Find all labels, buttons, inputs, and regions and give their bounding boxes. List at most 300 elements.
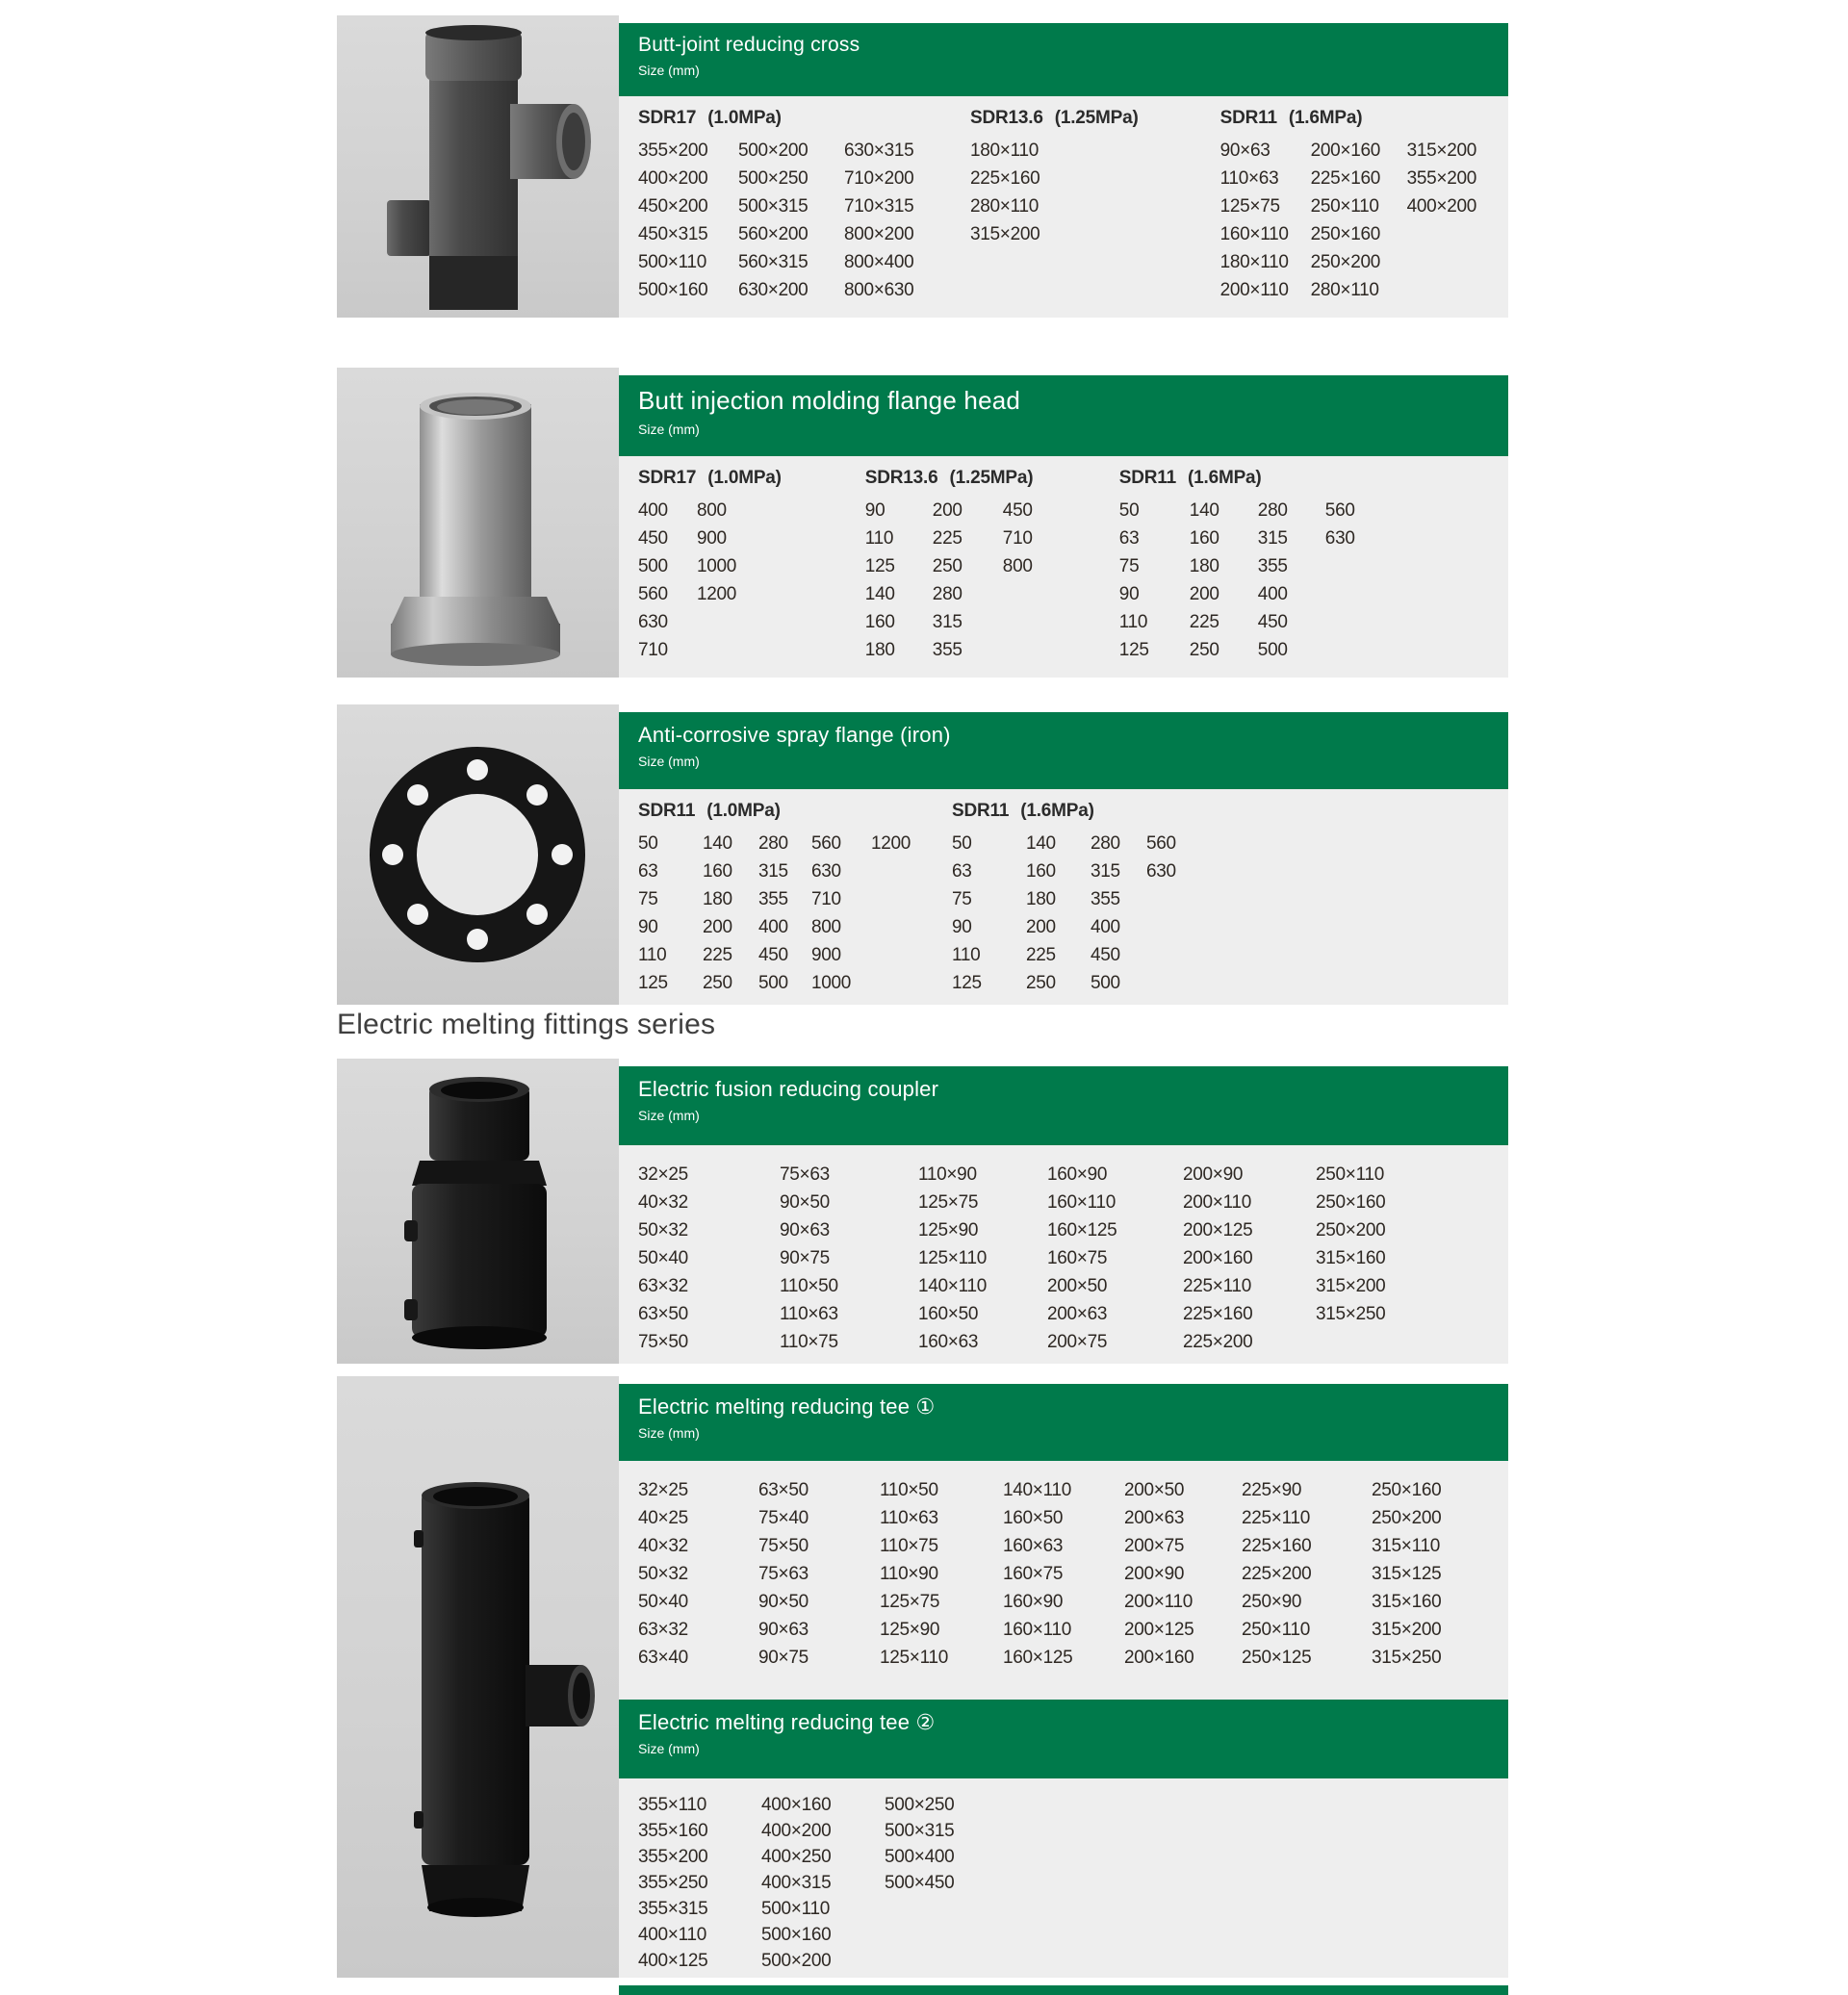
size-value: 140×110 [918, 1276, 987, 1296]
size-value: 63×50 [758, 1480, 808, 1500]
size-group-sdr11 [1119, 464, 1393, 664]
size-column [1258, 497, 1325, 664]
size-column [1119, 497, 1190, 664]
size-value: 280 [1257, 500, 1288, 521]
size-value: 225×200 [1242, 1564, 1312, 1584]
size-column [738, 137, 844, 304]
size-value: 200×160 [1310, 141, 1381, 161]
flange-head-photo [337, 368, 619, 678]
size-value: 200×63 [1124, 1508, 1185, 1528]
size-value: 250×90 [1242, 1592, 1302, 1612]
size-value: 50×40 [638, 1248, 688, 1268]
size-value: 250 [1189, 640, 1219, 660]
size-group [638, 1157, 1431, 1356]
size-value: 140 [703, 833, 732, 854]
size-value: 355 [758, 889, 788, 909]
size-value: 50×32 [638, 1220, 688, 1240]
size-value: 40×32 [638, 1536, 688, 1556]
size-value: 50×40 [638, 1592, 688, 1612]
size-value: 560 [638, 584, 668, 604]
size-value: 160 [1026, 861, 1056, 882]
size-column [865, 497, 933, 664]
size-value: 110 [864, 528, 894, 549]
size-value: 630 [811, 861, 841, 882]
size-value: 180 [703, 889, 732, 909]
size-value: 160×90 [1003, 1592, 1064, 1612]
size-value: 355×315 [638, 1899, 708, 1919]
size-value: 110×90 [880, 1564, 938, 1584]
size-value: 500 [1091, 973, 1120, 993]
size-value: 355×110 [638, 1795, 706, 1815]
size-column [1190, 497, 1258, 664]
size-column [1220, 137, 1311, 304]
size-value: 400 [1257, 584, 1288, 604]
size-column [1311, 137, 1407, 304]
size-column [1047, 1161, 1183, 1356]
size-value: 400 [638, 500, 668, 521]
size-column [1003, 1476, 1124, 1672]
size-value: 450×200 [638, 196, 708, 217]
size-value: 125 [864, 556, 895, 576]
size-value: 500×315 [738, 196, 808, 217]
size-value: 900 [811, 945, 841, 965]
size-value: 200 [1026, 917, 1056, 937]
size-column [638, 497, 697, 664]
sdr-label: SDR13.6 (1.25MPa) [864, 468, 1034, 488]
size-value: 160 [1189, 528, 1219, 549]
size-value: 630 [1324, 528, 1355, 549]
size-value: 500×250 [885, 1795, 955, 1815]
size-value: 280 [758, 833, 788, 854]
sdr-label: SDR17 (1.0MPa) [638, 468, 782, 488]
cross-fitting-photo [337, 15, 619, 318]
cross-fitting-illustration [337, 15, 619, 318]
size-label: Size (mm) [638, 1108, 700, 1123]
size-value: 160×110 [1219, 224, 1289, 244]
size-label: Size (mm) [638, 422, 700, 437]
size-value: 200×50 [1124, 1480, 1185, 1500]
size-value: 710×315 [844, 196, 914, 217]
size-column [758, 1476, 880, 1672]
size-column [1003, 497, 1080, 664]
size-value: 450 [1091, 945, 1120, 965]
section-header [619, 712, 1508, 789]
size-column [918, 1161, 1047, 1356]
size-value: 90×63 [780, 1220, 830, 1240]
size-value: 160×125 [1003, 1648, 1073, 1668]
size-value: 800×200 [844, 224, 914, 244]
size-table-cross [619, 96, 1508, 318]
size-value: 315×200 [1316, 1276, 1386, 1296]
size-value: 200 [703, 917, 732, 937]
size-value: 200 [932, 500, 962, 521]
size-value: 400 [1091, 917, 1120, 937]
size-value: 180×110 [1219, 252, 1289, 272]
size-value: 250×160 [1310, 224, 1381, 244]
size-group [638, 1788, 1008, 1974]
size-group-sdr17 [638, 464, 782, 664]
size-value: 160×110 [1047, 1192, 1116, 1213]
size-value: 90 [638, 917, 658, 937]
iron-flange-photo [337, 704, 619, 1005]
size-value: 160×63 [918, 1332, 979, 1352]
size-value: 630×315 [844, 141, 914, 161]
size-column [970, 137, 1124, 248]
size-group-sdr11-16 [952, 797, 1204, 997]
size-column [1316, 1161, 1431, 1356]
size-value: 110 [952, 945, 981, 965]
size-value: 315×200 [970, 224, 1040, 244]
size-value: 200×75 [1047, 1332, 1108, 1352]
size-value: 900 [697, 528, 727, 549]
size-value: 500×450 [885, 1873, 955, 1893]
size-value: 355×200 [638, 1847, 708, 1867]
size-value: 400 [758, 917, 788, 937]
size-value: 32×25 [638, 1480, 688, 1500]
size-value: 315×110 [1372, 1536, 1440, 1556]
size-column [885, 1792, 1008, 1974]
size-value: 225×110 [1242, 1508, 1310, 1528]
size-value: 355×200 [638, 141, 708, 161]
size-value: 200×90 [1124, 1564, 1185, 1584]
size-value: 75×40 [758, 1508, 808, 1528]
size-value: 180×110 [970, 141, 1039, 161]
size-value: 500 [638, 556, 668, 576]
size-value: 160×125 [1047, 1220, 1117, 1240]
size-value: 315×250 [1372, 1648, 1442, 1668]
size-value: 160×50 [918, 1304, 979, 1324]
size-label: Size (mm) [638, 1741, 700, 1756]
reducing-coupler-photo [337, 1059, 619, 1364]
size-column [1242, 1476, 1372, 1672]
size-value: 63 [638, 861, 658, 882]
size-value: 355 [1091, 889, 1120, 909]
size-value: 140 [864, 584, 895, 604]
section-header [619, 23, 1508, 96]
size-column [1325, 497, 1393, 664]
size-column [697, 497, 778, 664]
size-value: 200×110 [1183, 1192, 1251, 1213]
size-value: 800 [1002, 556, 1033, 576]
size-group-sdr13-6 [865, 464, 1080, 664]
size-label: Size (mm) [638, 1425, 700, 1441]
size-value: 160×63 [1003, 1536, 1064, 1556]
size-value: 125 [1118, 640, 1149, 660]
size-group-sdr17 [638, 104, 950, 304]
size-value: 450 [1257, 612, 1288, 632]
size-column [933, 497, 1003, 664]
size-value: 225×200 [1183, 1332, 1253, 1352]
size-value: 225×160 [1310, 168, 1381, 189]
size-value: 315 [758, 861, 788, 882]
size-value: 500×400 [885, 1847, 955, 1867]
size-value: 225 [1189, 612, 1219, 632]
size-column [1146, 830, 1204, 997]
size-column [1183, 1161, 1316, 1356]
size-value: 630 [1146, 861, 1176, 882]
size-value: 800 [811, 917, 841, 937]
size-value: 355 [1257, 556, 1288, 576]
size-table-spray-flange [619, 789, 1508, 1005]
size-column [1407, 137, 1503, 304]
section-title: Anti-corrosive spray flange (iron) [638, 723, 951, 747]
size-value: 500 [758, 973, 788, 993]
size-value: 710×200 [844, 168, 914, 189]
size-value: 225 [932, 528, 962, 549]
size-column [638, 1161, 780, 1356]
size-column [952, 830, 1026, 997]
size-value: 125×110 [918, 1248, 987, 1268]
size-value: 90×75 [758, 1648, 808, 1668]
size-value: 500×110 [638, 252, 706, 272]
size-value: 250×110 [1310, 196, 1379, 217]
size-group-sdr11-10 [638, 797, 938, 997]
size-value: 450 [758, 945, 788, 965]
size-column [871, 830, 938, 997]
section-spray-flange [337, 704, 1508, 1005]
size-value: 125×90 [918, 1220, 979, 1240]
size-value: 630 [638, 612, 668, 632]
size-value: 355×160 [638, 1821, 708, 1841]
size-value: 160×50 [1003, 1508, 1064, 1528]
section-reducing-coupler [337, 1059, 1508, 1364]
size-value: 90 [864, 500, 886, 521]
size-value: 160×90 [1047, 1164, 1108, 1185]
size-value: 800 [697, 500, 727, 521]
size-value: 225×110 [1183, 1276, 1251, 1296]
size-value: 500×160 [638, 280, 708, 300]
size-value: 180 [1026, 889, 1056, 909]
size-value: 160×75 [1047, 1248, 1108, 1268]
size-value: 225×160 [970, 168, 1040, 189]
size-value: 90×50 [758, 1592, 808, 1612]
size-value: 400×125 [638, 1951, 708, 1971]
size-value: 125 [638, 973, 668, 993]
size-value: 710 [1002, 528, 1033, 549]
size-value: 63 [1118, 528, 1140, 549]
size-value: 400×200 [638, 168, 708, 189]
size-value: 140 [1189, 500, 1219, 521]
size-value: 200×160 [1183, 1248, 1253, 1268]
size-value: 315×125 [1372, 1564, 1442, 1584]
size-value: 450 [1002, 500, 1033, 521]
size-value: 560×315 [738, 252, 808, 272]
size-value: 1000 [697, 556, 737, 576]
size-value: 110×50 [780, 1276, 838, 1296]
size-value: 250 [703, 973, 732, 993]
size-column [1372, 1476, 1495, 1672]
size-value: 90×75 [780, 1248, 830, 1268]
size-value: 250×110 [1316, 1164, 1384, 1185]
size-value: 125×75 [1219, 196, 1280, 217]
size-value: 125 [952, 973, 982, 993]
size-column [844, 137, 950, 304]
size-value: 315 [1091, 861, 1120, 882]
reducing-tee-photo [337, 1376, 619, 1978]
size-value: 800×630 [844, 280, 914, 300]
size-value: 250×200 [1316, 1220, 1386, 1240]
size-value: 110×75 [780, 1332, 838, 1352]
size-column [703, 830, 758, 997]
sdr-label: SDR11 (1.0MPa) [638, 801, 781, 821]
size-value: 400×200 [761, 1821, 832, 1841]
section-header [619, 375, 1508, 456]
size-value: 560 [1324, 500, 1355, 521]
size-value: 180 [864, 640, 895, 660]
section-reducing-tee [337, 1376, 1508, 1978]
size-value: 63 [952, 861, 972, 882]
size-value: 200 [1189, 584, 1219, 604]
size-value: 63×32 [638, 1620, 688, 1640]
size-value: 315×200 [1372, 1620, 1442, 1640]
sdr-label: SDR11 (1.6MPa) [952, 801, 1094, 821]
sdr-label: SDR13.6 (1.25MPa) [970, 108, 1139, 128]
size-value: 75 [952, 889, 972, 909]
size-column [638, 830, 703, 997]
size-label: Size (mm) [638, 754, 700, 769]
size-value: 500×160 [761, 1925, 832, 1945]
size-column [1026, 830, 1091, 997]
size-value: 75×63 [780, 1164, 830, 1185]
size-value: 90 [1118, 584, 1140, 604]
size-value: 280×110 [970, 196, 1039, 217]
section-title: Electric melting reducing tee ① [638, 1394, 936, 1419]
size-column [780, 1161, 918, 1356]
bottom-green-bar [619, 1985, 1508, 1995]
size-value: 250×200 [1372, 1508, 1442, 1528]
size-value: 140 [1026, 833, 1056, 854]
size-group-sdr13-6 [970, 104, 1139, 248]
size-value: 180 [1189, 556, 1219, 576]
size-value: 500×200 [761, 1951, 832, 1971]
size-label: Size (mm) [638, 63, 700, 78]
size-value: 630×200 [738, 280, 808, 300]
size-value: 560×200 [738, 224, 808, 244]
size-value: 400×315 [761, 1873, 832, 1893]
size-value: 250 [1026, 973, 1056, 993]
size-value: 110×90 [918, 1164, 977, 1185]
size-value: 400×200 [1406, 196, 1477, 217]
size-table-tee2 [619, 1778, 1508, 1978]
size-table-flange-head [619, 456, 1508, 678]
size-value: 1200 [871, 833, 911, 854]
section-butt-joint-reducing-cross [337, 15, 1508, 318]
size-column [811, 830, 871, 997]
size-value: 200×125 [1124, 1620, 1194, 1640]
size-value: 225 [1026, 945, 1056, 965]
size-value: 500×250 [738, 168, 808, 189]
size-value: 90×50 [780, 1192, 830, 1213]
size-value: 315×160 [1316, 1248, 1386, 1268]
size-value: 1200 [697, 584, 737, 604]
flange-head-illustration [337, 368, 619, 678]
iron-flange-illustration [337, 704, 619, 1005]
size-value: 110 [638, 945, 667, 965]
series-heading: Electric melting fittings series [337, 1009, 716, 1040]
size-value: 50 [952, 833, 972, 854]
section-header-tee1 [619, 1384, 1508, 1461]
size-column [761, 1792, 885, 1974]
size-value: 315 [932, 612, 962, 632]
size-value: 40×32 [638, 1192, 688, 1213]
size-value: 110×75 [880, 1536, 938, 1556]
size-value: 75×63 [758, 1564, 808, 1584]
size-value: 32×25 [638, 1164, 688, 1185]
size-value: 560 [811, 833, 841, 854]
section-title: Butt-joint reducing cross [638, 34, 860, 56]
section-title: Butt injection molding flange head [638, 386, 1021, 415]
size-value: 500×315 [885, 1821, 955, 1841]
size-value: 63×50 [638, 1304, 688, 1324]
sdr-label: SDR17 (1.0MPa) [638, 108, 782, 128]
size-value: 200×63 [1047, 1304, 1108, 1324]
size-column [758, 830, 811, 997]
size-value: 250×160 [1316, 1192, 1386, 1213]
size-value: 225×160 [1183, 1304, 1253, 1324]
size-value: 125×110 [880, 1648, 948, 1668]
size-value: 250×125 [1242, 1648, 1312, 1668]
size-value: 200×125 [1183, 1220, 1253, 1240]
size-value: 200×110 [1124, 1592, 1193, 1612]
size-value: 250×200 [1310, 252, 1381, 272]
size-value: 500×200 [738, 141, 808, 161]
size-value: 560 [1146, 833, 1176, 854]
section-title: Electric melting reducing tee ② [638, 1710, 936, 1734]
size-column [1091, 830, 1146, 997]
size-value: 500×110 [761, 1899, 830, 1919]
size-value: 315×160 [1372, 1592, 1442, 1612]
size-column [638, 1476, 758, 1672]
size-value: 63×40 [638, 1648, 688, 1668]
size-column [1124, 1476, 1242, 1672]
size-value: 110×63 [1219, 168, 1279, 189]
reducing-tee-illustration [337, 1376, 619, 1978]
size-value: 355 [932, 640, 962, 660]
size-value: 75 [638, 889, 658, 909]
size-value: 315×250 [1316, 1304, 1386, 1324]
size-value: 400×160 [761, 1795, 832, 1815]
sdr-label: SDR11 (1.6MPa) [1118, 468, 1262, 488]
size-value: 160×110 [1003, 1620, 1071, 1640]
size-group [638, 1472, 1495, 1672]
size-value: 280 [1091, 833, 1120, 854]
size-value: 280 [932, 584, 962, 604]
size-group-sdr11 [1220, 104, 1503, 304]
size-value: 160 [864, 612, 895, 632]
size-column [638, 1792, 761, 1974]
size-value: 50 [1118, 500, 1140, 521]
size-value: 110×63 [780, 1304, 838, 1324]
size-value: 500 [1257, 640, 1288, 660]
size-value: 90 [952, 917, 972, 937]
size-table-tee1 [619, 1461, 1508, 1700]
size-value: 110 [1118, 612, 1148, 632]
size-value: 450 [638, 528, 668, 549]
size-value: 315×200 [1406, 141, 1477, 161]
section-flange-head [337, 368, 1508, 678]
size-value: 225×90 [1242, 1480, 1302, 1500]
size-value: 710 [638, 640, 668, 660]
reducing-coupler-illustration [337, 1059, 619, 1364]
size-value: 1000 [811, 973, 852, 993]
size-value: 160 [703, 861, 732, 882]
size-column [638, 137, 738, 304]
section-title: Electric fusion reducing coupler [638, 1077, 939, 1101]
size-value: 75×50 [638, 1332, 688, 1352]
size-value: 160×75 [1003, 1564, 1064, 1584]
size-value: 200×75 [1124, 1536, 1185, 1556]
size-value: 400×110 [638, 1925, 706, 1945]
